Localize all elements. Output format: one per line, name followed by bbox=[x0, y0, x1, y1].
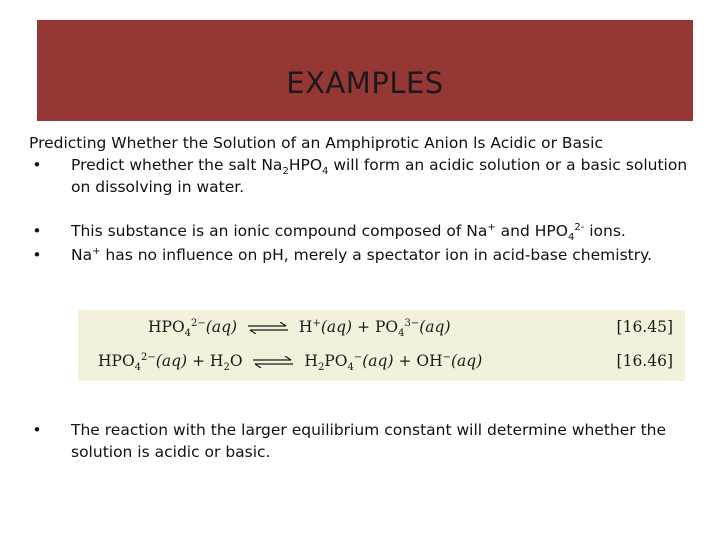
bullet-dot: • bbox=[32, 156, 42, 174]
bullet-spectator-ion bbox=[29, 244, 699, 266]
bullet-dot: • bbox=[32, 222, 42, 240]
equilibrium-arrow-icon bbox=[253, 356, 293, 368]
equation-expression: $HPO_4^{2-}(aq) H^+(aq) + PO_4^{3-}(aq)$ bbox=[148, 317, 451, 340]
slide-content bbox=[29, 132, 699, 266]
bullet-dot: • bbox=[32, 421, 42, 439]
title-bar bbox=[37, 20, 693, 121]
equilibrium-arrow-icon bbox=[248, 322, 288, 334]
bullet-ionic-compound bbox=[29, 220, 699, 242]
bullet-text: The reaction with the larger equilibrium constant will determine whether the solution is acidic or basic. bbox=[71, 421, 667, 461]
slide-content-bottom bbox=[29, 419, 699, 463]
equation-expression: $HPO_4^{2-}(aq) + H_2O$ $H_2PO_4^-(aq) + OH^-(aq)$ bbox=[98, 351, 483, 374]
bullet-dot: • bbox=[32, 246, 42, 264]
bullet-text: Na+ has no influence on pH, merely a spectator ion in acid-base chemistry. bbox=[71, 245, 652, 264]
equation-image bbox=[78, 310, 685, 381]
equation-number: [16.46] bbox=[616, 352, 673, 370]
bullet-text: This substance is an ionic compound composed of Na+ and $HPO_4^{2-}$ ions. bbox=[71, 221, 626, 244]
slide-title: EXAMPLES bbox=[286, 66, 444, 100]
bullet-predict bbox=[29, 154, 699, 198]
equation-number: [16.45] bbox=[616, 318, 673, 336]
slide-heading: Predicting Whether the Solution of an Amphiprotic Anion ls Acidic or Basic bbox=[29, 134, 603, 152]
bullet-equilibrium-constant bbox=[29, 419, 699, 463]
equation-16-46 bbox=[78, 348, 685, 378]
equation-16-45 bbox=[78, 314, 685, 344]
bullet-text: Predict whether the salt $Na_2HPO_4$ will form an acidic solution or a basic solution on dissolving in water. bbox=[71, 156, 688, 196]
